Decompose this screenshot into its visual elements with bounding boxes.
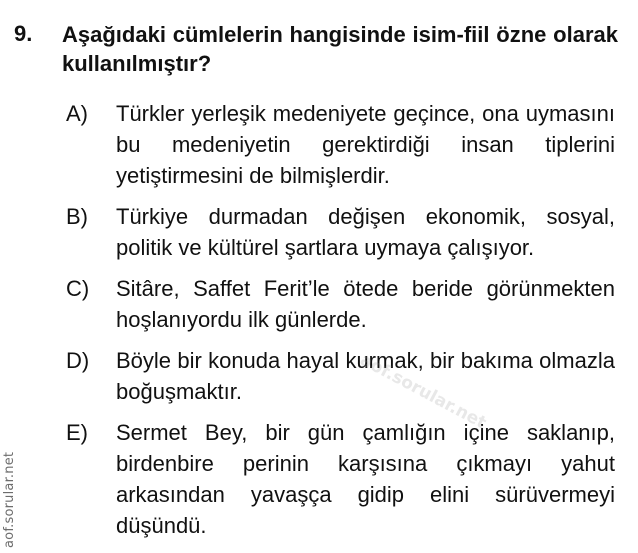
watermark-center: aof.sorular.net xyxy=(356,350,490,434)
option-letter: B) xyxy=(66,204,88,229)
option-text: Türkler yerleşik medeniyete geçince, ona uymasını bu medeniyetin gerektirdiği insan tiplerini yetiştirmesini de bilmişlerdir. xyxy=(116,101,615,188)
option-b[interactable] xyxy=(0,201,638,263)
option-text: Sitâre, Saffet Ferit’le ötede beride görünmekten hoşlanıyordu ilk günlerde. xyxy=(116,276,615,332)
option-c[interactable] xyxy=(0,273,638,335)
question-stem: Aşağıdaki cümlelerin hangisinde isim-fiil özne olarak kullanılmıştır? xyxy=(62,22,618,76)
option-letter: C) xyxy=(66,276,90,301)
option-letter: D) xyxy=(66,348,90,373)
option-letter: E) xyxy=(66,420,88,445)
option-e[interactable] xyxy=(0,417,638,541)
option-text: Böyle bir konuda hayal kurmak, bir bakıma olmazla boğuşmaktır. xyxy=(116,348,615,404)
option-text: Türkiye durmadan değişen ekonomik, sosyal, politik ve kültürel şartlara uymaya çalışıyor. xyxy=(116,204,615,260)
option-letter: A) xyxy=(66,101,88,126)
answer-options xyxy=(0,98,638,551)
option-a[interactable] xyxy=(0,98,638,191)
watermark-side: aof.sorular.net xyxy=(2,451,17,548)
option-text: Sermet Bey, bir gün çamlığın içine saklanıp, birdenbire perinin karşısına çıkmayı yahut arkasından yavaşça gidip elini sürüvermeyi düşündü. xyxy=(116,420,615,538)
option-d[interactable] xyxy=(0,345,638,407)
question-number: 9. xyxy=(14,21,33,46)
